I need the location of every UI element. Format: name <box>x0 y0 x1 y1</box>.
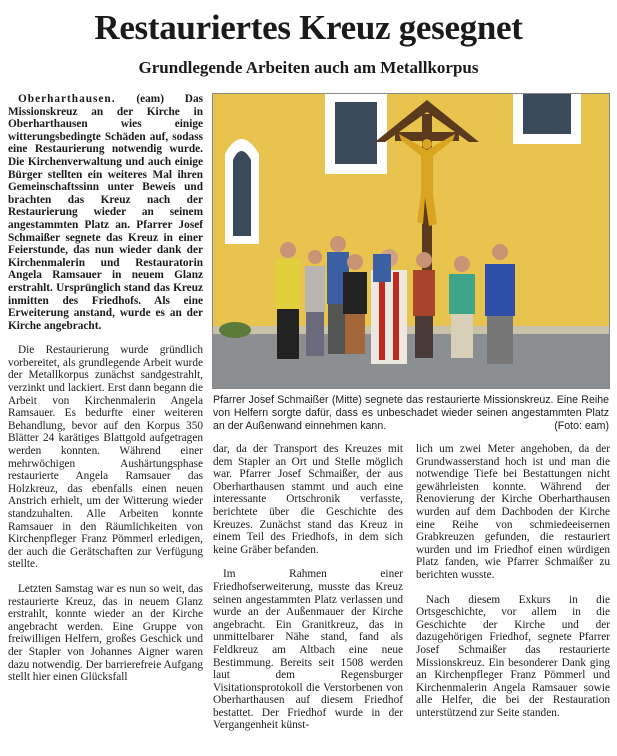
body-paragraph: lich um zwei Meter angehoben, da der Grundwasserstand hoch ist und man die notwendige Tiefe bei Bestattungen nicht gewährleisten konnte. Während der Renovierung der Kirche Oberharthausen wurden auf dem Dachboden der Kirche eine Reihe von schmiedeeisernen Grabkreuzen gefunden, die restauriert wurden und im Friedhof einen würdigen Platz fanden, wie Pfarrer Schmaißer zu berichten wusste. <box>416 443 610 581</box>
body-paragraph: Im Rahmen einer Friedhofserweiterung, musste das Kreuz seinen angestammten Platz verlassen und wurde an der Außenmauer der Kirche angebracht. Ein Granitkreuz, das in unmittelbarer Nähe stand, fand als Feldkreuz am Altbach eine neue Bestimmung. Bereits seit 1508 werden laut dem Regensburger Visitationsprotokoll die Verstorbenen von Oberharthausen auf diesem Friedhof bestattet. Der Friedhof wurde in der Vergangenheit künst- <box>213 568 403 732</box>
headline: Restauriertes Kreuz gesegnet <box>94 8 523 47</box>
dateline: Oberharthausen. <box>18 93 116 105</box>
photo-credit: (Foto: eam) <box>554 420 609 432</box>
article-photo <box>212 93 610 389</box>
body-paragraph: dar, da der Transport des Kreuzes mit dem Stapler an Ort und Stelle möglich war. Pfarrer Josef Schmaißer, der aus Oberharthausen stammt und auch eine interessante Ortschronik verfasste, berichtete über die Geschichte des Kreuzes. Zunächst stand das Kreuz in einem Teil des Friedhofs, in dem sich keine Gräber befanden. <box>213 443 403 556</box>
column-2 <box>213 443 403 753</box>
column-1 <box>8 93 203 753</box>
subheadline: Grundlegende Arbeiten auch am Metallkorpus <box>138 58 479 77</box>
body-paragraph: Nach diesem Exkurs in die Ortsgeschichte, vor allem in die Geschichte der Kirche und der dazugehörigen Friedhof, segnete Pfarrer Josef Schmaißer das restaurierte Missionskreuz. Ein besonderer Dank ging an Kirchenpfleger Franz Pömmerl und Kirchenmalerin Angela Ramsauer sowie alle Helfer, die bei der Restauration unterstützend zur Seite standen. <box>416 593 610 719</box>
column-3 <box>416 443 610 753</box>
caption-text: Pfarrer Josef Schmaißer (Mitte) segnete das restaurierte Missionskreuz. Eine Reihe von Helfern sorgte dafür, dass es unbeschadet wieder seinen angestammten Platz an der Außenwand einnehmen kann. <box>213 394 609 432</box>
lead-paragraph <box>8 93 203 332</box>
photo-caption <box>213 394 609 433</box>
lead-text: (eam) Das Missionskreuz an der Kirche in Oberharthausen wies einige witterungsbedingte Schäden auf, sodass eine Restaurierung notwendig wurde. Die Kirchenverwaltung und auch einige Bürger stellten ein weiteres Mal ihren Gemeinschaftssinn unter Beweis und brachten das Kreuz nach der Restaurierung wieder an seinem angestammten Platz an. Pfarrer Josef Schmaißer segnete das Kreuz in einer Feierstunde, das nun wieder dank der Kirchenmalerin und Restauratorin Angela Ramsauer in neuem Glanz erstrahlt. Ursprünglich stand das Kreuz inmitten des Friedhofs. Als eine Erweiterung anstand, wurde es an der Kirche angebracht. <box>8 93 203 332</box>
body-paragraph: Letzten Samstag war es nun so weit, das restaurierte Kreuz, das in neuem Glanz erstrahlt, konnte wieder an der Kirche angebracht werden. Eine Gruppe von freiwilligen Helfern, großes Geschick und der Stapler von Johannes Aigner waren dazu notwendig. Der barrierefreie Aufgang stellt hier einen Glücksfall <box>8 582 203 684</box>
church-cross-illustration <box>213 94 610 389</box>
body-paragraph: Die Restaurierung wurde gründlich vorbereitet, als grundlegende Arbeit wurde der Metallkorpus zunächst sandgestrahlt, verzinkt und lackiert. Erst dann begann die Arbeit von Kirchenmalerin Angela Ramsauer. Es bedurfte einer weiteren Behandlung, bevor auf den Korpus 350 Blätter 24 karätiges Blattgold aufgetragen werden konnten. Während einer mehrwöchigen Aushärtungsphase restaurierte Angela Ramsauer das Holzkreuz, das ebenfalls einen neuen Anstrich erhielt, um der Witterung wieder standzuhalten. Alle Arbeiten konnte Ramsauer in den Räumlichkeiten von Kirchenpfleger Franz Pömmerl erledigen, der auch die Gerätschaften zur Verfügung stellte. <box>8 344 203 571</box>
